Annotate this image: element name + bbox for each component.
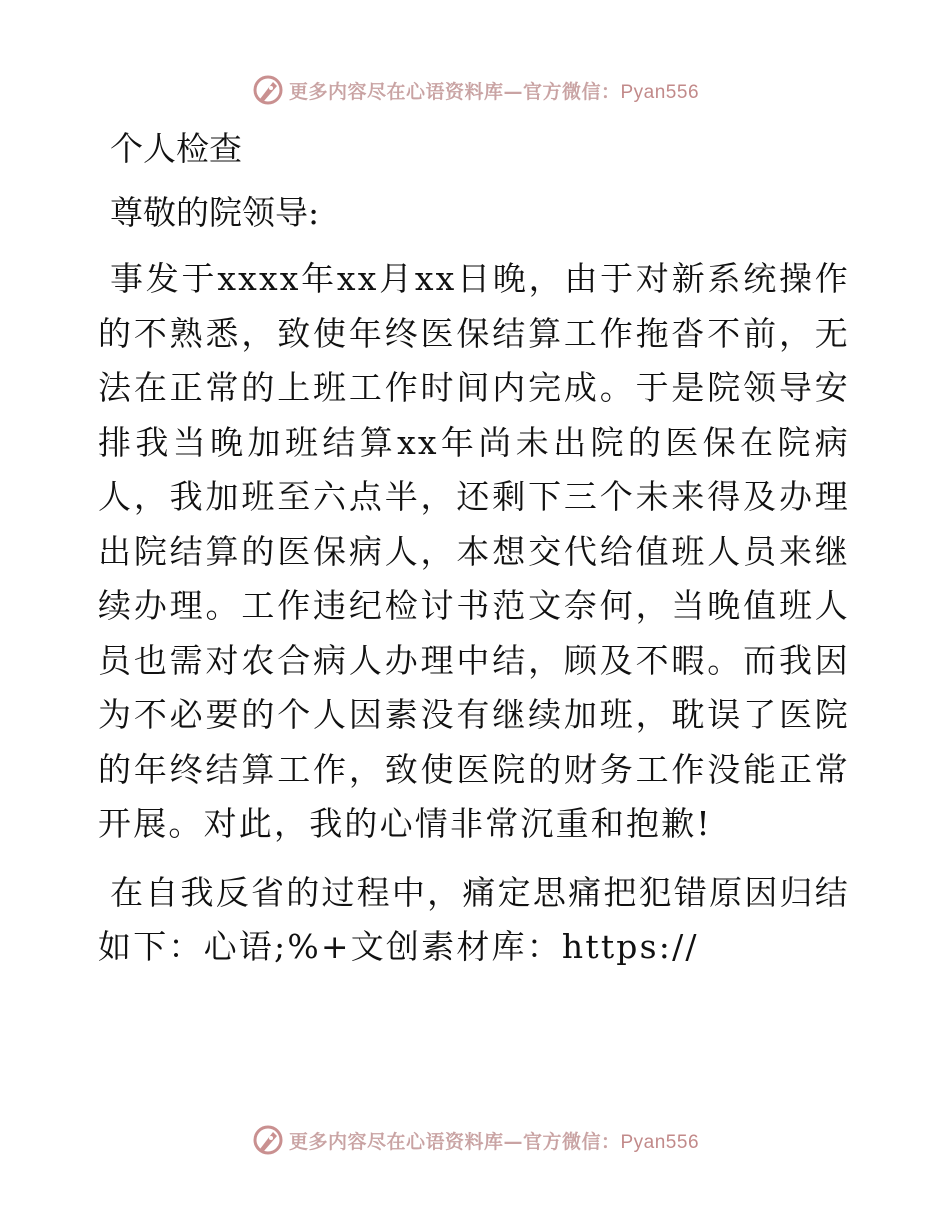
header-watermark — [0, 70, 950, 110]
watermark-text: 更多内容尽在心语资料库—官方微信： — [288, 1130, 621, 1153]
pen-nib-logo-icon — [251, 73, 285, 107]
paragraph: 事发于xxxx年xx月xx日晚，由于对新系统操作的不熟悉，致使年终医保结算工作拖沓不前，无法在正常的上班工作时间内完成。于是院领导安排我当晚加班结算xx年尚未出院的医保在院病人，我加班至六点半，还剩下三个未来得及办理出院结算的医保病人，本想交代给值班人员来继续办理。工作违纪检讨书范文奈何，当晚值班人员也需对农合病人办理中结，顾及不暇。而我因为不必要的个人因素没有继续加班，耽误了医院的年终结算工作，致使医院的财务工作没能正常开展。对此，我的心情非常沉重和抱歉! — [98, 259, 850, 843]
watermark-text: 更多内容尽在心语资料库—官方微信： — [288, 80, 621, 103]
salutation: 尊敬的院领导: — [110, 193, 320, 232]
watermark-wechat-id: Pyan556 — [620, 81, 700, 103]
document-title: 个人检查 — [110, 129, 242, 168]
paragraph: 在自我反省的过程中，痛定思痛把犯错原因归结如下：心语;%+文创素材库：https:// — [98, 872, 850, 966]
footer-watermark — [0, 1120, 950, 1160]
document-body — [98, 122, 850, 989]
pen-nib-logo-icon — [251, 1123, 285, 1157]
watermark-wechat-id: Pyan556 — [620, 1131, 700, 1153]
